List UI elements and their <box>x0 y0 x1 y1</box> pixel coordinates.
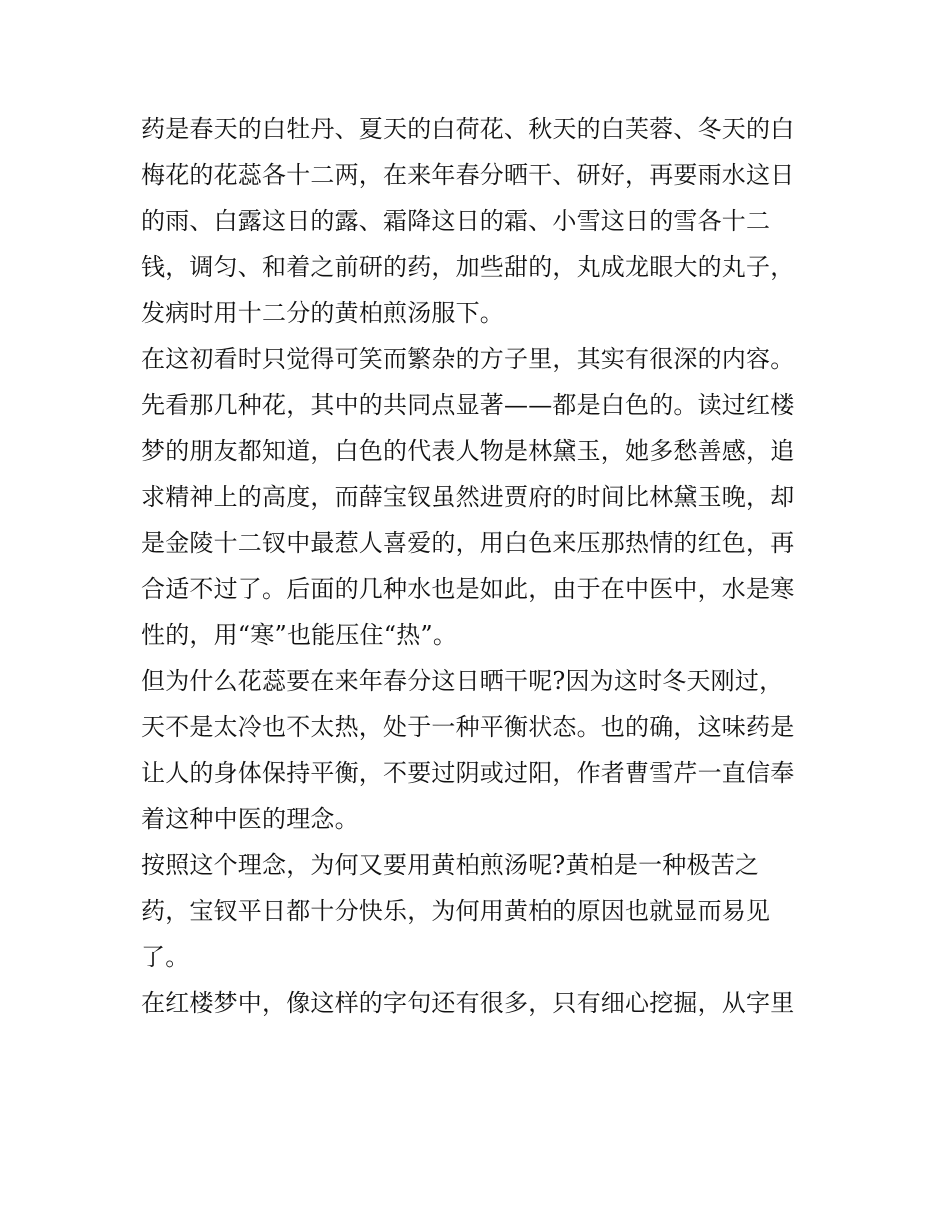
text-line: 但为什么花蕊要在来年春分这日晒干呢?因为这时冬天刚过， <box>141 667 784 695</box>
text-line: 钱，调匀、和着之前研的药，加些甜的，丸成龙眼大的丸子， <box>141 253 795 281</box>
body-text <box>141 106 821 1026</box>
text-line: 药，宝钗平日都十分快乐，为何用黄柏的原因也就显而易见 <box>141 897 771 925</box>
text-line: 在这初看时只觉得可笑而繁杂的方子里，其实有很深的内容。 <box>141 345 795 373</box>
text-line: 药是春天的白牡丹、夏天的白荷花、秋天的白芙蓉、冬天的白 <box>141 115 795 143</box>
text-line: 先看那几种花，其中的共同点显著——都是白色的。读过红楼 <box>141 391 795 419</box>
text-line: 按照这个理念，为何又要用黄柏煎汤呢?黄柏是一种极苦之 <box>141 851 760 879</box>
text-line: 了。 <box>141 943 190 971</box>
text-line: 梅花的花蕊各十二两，在来年春分晒干、研好，再要雨水这日 <box>141 161 795 189</box>
text-line: 着这种中医的理念。 <box>141 805 359 833</box>
text-line: 梦的朋友都知道，白色的代表人物是林黛玉，她多愁善感，追 <box>141 437 795 465</box>
text-line: 求精神上的高度，而薛宝钗虽然进贾府的时间比林黛玉晚，却 <box>141 483 795 511</box>
text-line: 的雨、白露这日的露、霜降这日的霜、小雪这日的雪各十二 <box>141 207 771 235</box>
text-line: 合适不过了。后面的几种水也是如此，由于在中医中，水是寒 <box>141 575 795 603</box>
text-line: 天不是太冷也不太热，处于一种平衡状态。也的确，这味药是 <box>141 713 795 741</box>
text-line: 是金陵十二钗中最惹人喜爱的，用白色来压那热情的红色，再 <box>141 529 795 557</box>
text-line: 性的，用“寒”也能压住“热”。 <box>141 621 458 649</box>
text-line: 在红楼梦中，像这样的字句还有很多，只有细心挖掘，从字里 <box>141 989 795 1017</box>
text-line: 发病时用十二分的黄柏煎汤服下。 <box>141 299 504 327</box>
text-line: 让人的身体保持平衡，不要过阴或过阳，作者曹雪芹一直信奉 <box>141 759 795 787</box>
